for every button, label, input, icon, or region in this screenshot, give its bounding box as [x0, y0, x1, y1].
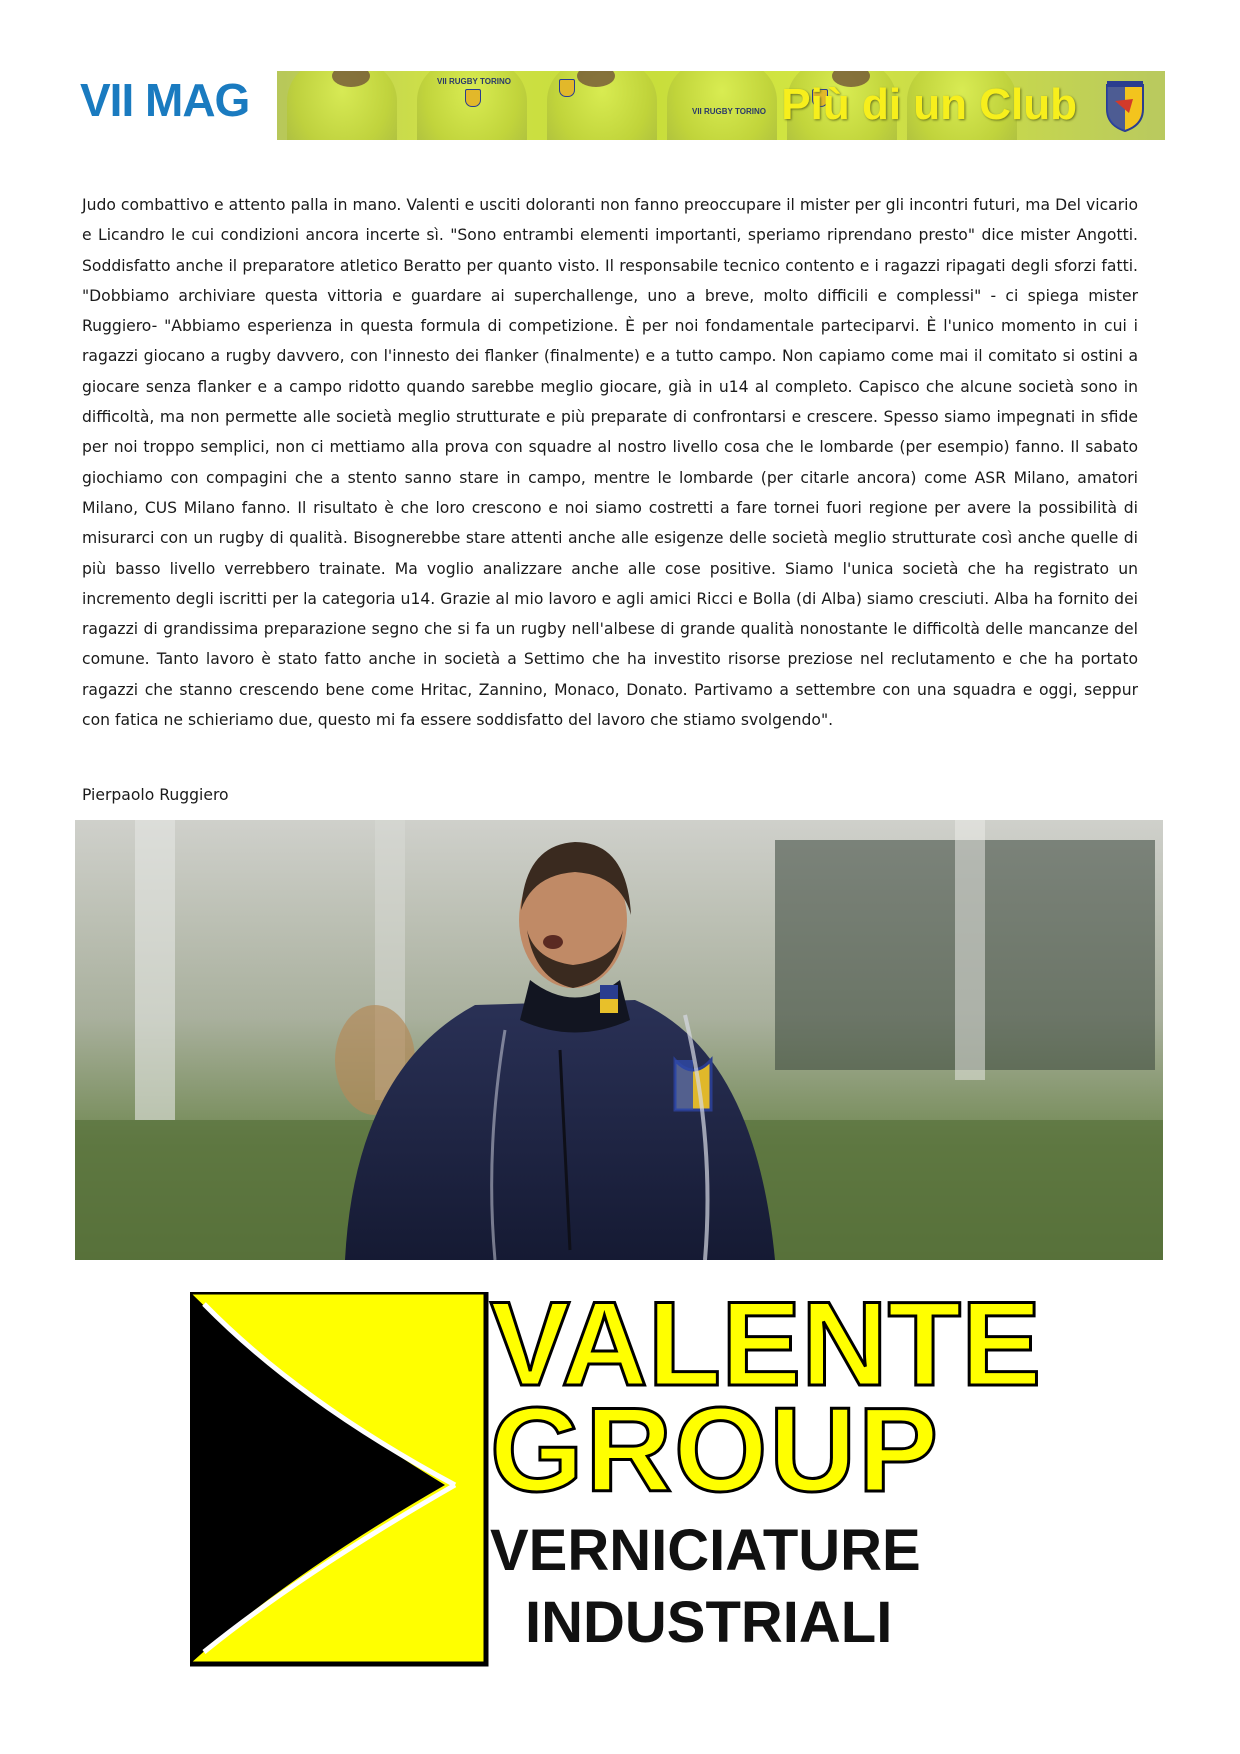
- player-figure: [667, 71, 777, 140]
- header-banner: [277, 71, 1165, 140]
- sponsor-emblem-icon: [190, 1292, 490, 1670]
- sponsor-logo: [190, 1277, 1042, 1670]
- shirt-text: VII RUGBY TORINO: [437, 77, 511, 86]
- sponsor-name-line1: VALENTE: [490, 1277, 1042, 1411]
- magazine-title: VII MAG: [80, 74, 250, 126]
- banner-claim: Più di un Club: [781, 80, 1077, 129]
- sponsor-tagline-line2: INDUSTRIALI: [525, 1590, 893, 1655]
- shirt-text: VII RUGBY TORINO: [692, 107, 766, 116]
- sponsor-name-line2: GROUP: [490, 1383, 941, 1517]
- shirt-crest-icon: [465, 89, 481, 107]
- shirt-crest-icon: [559, 79, 575, 97]
- article-author: Pierpaolo Ruggiero: [82, 786, 229, 804]
- sponsor-tagline-line1: VERNICIATURE: [490, 1518, 921, 1583]
- club-crest-icon: [1103, 79, 1147, 133]
- coach-photo: [75, 820, 1163, 1260]
- coach-photo-illustration: [75, 820, 1163, 1260]
- article-body: Judo combattivo e attento palla in mano. Valenti e usciti doloranti non fanno preoccupare il mister per gli incontri futuri, ma Del vicario e Licandro le cui condizioni ancora incerte sì. "Sono entrambi elementi importanti, speriamo riprendano presto" dice mister Angotti. Soddisfatto anche il preparatore atletico Beratto per quanto visto. Il responsabile tecnico contento e i ragazzi ripagati degli sforzi fatti. "Dobbiamo archiviare questa vittoria e guardare ai superchallenge, uno a breve, molto difficili e complessi" - ci spiega mister Ruggiero- "Abbiamo esperienza in questa formula di competizione. È per noi fondamentale parteciparvi. È l'unico momento in cui i ragazzi giocano a rugby davvero, con l'innesto dei flanker (finalmente) e a tutto campo. Non capiamo come mai il comitato si ostini a giocare senza flanker e a campo ridotto quando sarebbe meglio giocare, già in u14 al completo. Capisco che alcune società sono in difficoltà, ma non permette alle società meglio strutturate e più preparate di confrontarsi e crescere. Spesso siamo impegnati in sfide per noi troppo semplici, non ci mettiamo alla prova con squadre al nostro livello cosa che le lombarde (per esempio) fanno. Il sabato giochiamo con compagini che a stento sanno stare in campo, mentre le lombarde (per citarle ancora) come ASR Milano, amatori Milano, CUS Milano fanno. Il risultato è che loro crescono e noi siamo costretti a fare tornei fuori regione per avere la possibilità di misurarci con un rugby di qualità. Bisognerebbe stare attenti anche alle esigenze delle società meglio strutturate così anche quelle di più basso livello verrebbero trainate. Ma voglio analizzare anche alle cose positive. Siamo l'unica società che ha registrato un incremento degli iscritti per la categoria u14. Grazie al mio lavoro e agli amici Ricci e Bolla (di Alba) siamo cresciuti. Alba ha fornito dei ragazzi di grandissima preparazione segno che si fa un rugby nell'albese di grande qualità nonostante le difficoltà delle mancanze del comune. Tanto lavoro è stato fatto anche in società a Settimo che ha investito risorse preziose nel reclutamento e che ha portato ragazzi che stanno crescendo bene come Hritac, Zannino, Monaco, Donato. Partivamo a settembre con una squadra e oggi, seppur con fatica ne schieriamo due, questo mi fa essere soddisfatto del lavoro che stiamo svolgendo".: [82, 196, 1138, 730]
